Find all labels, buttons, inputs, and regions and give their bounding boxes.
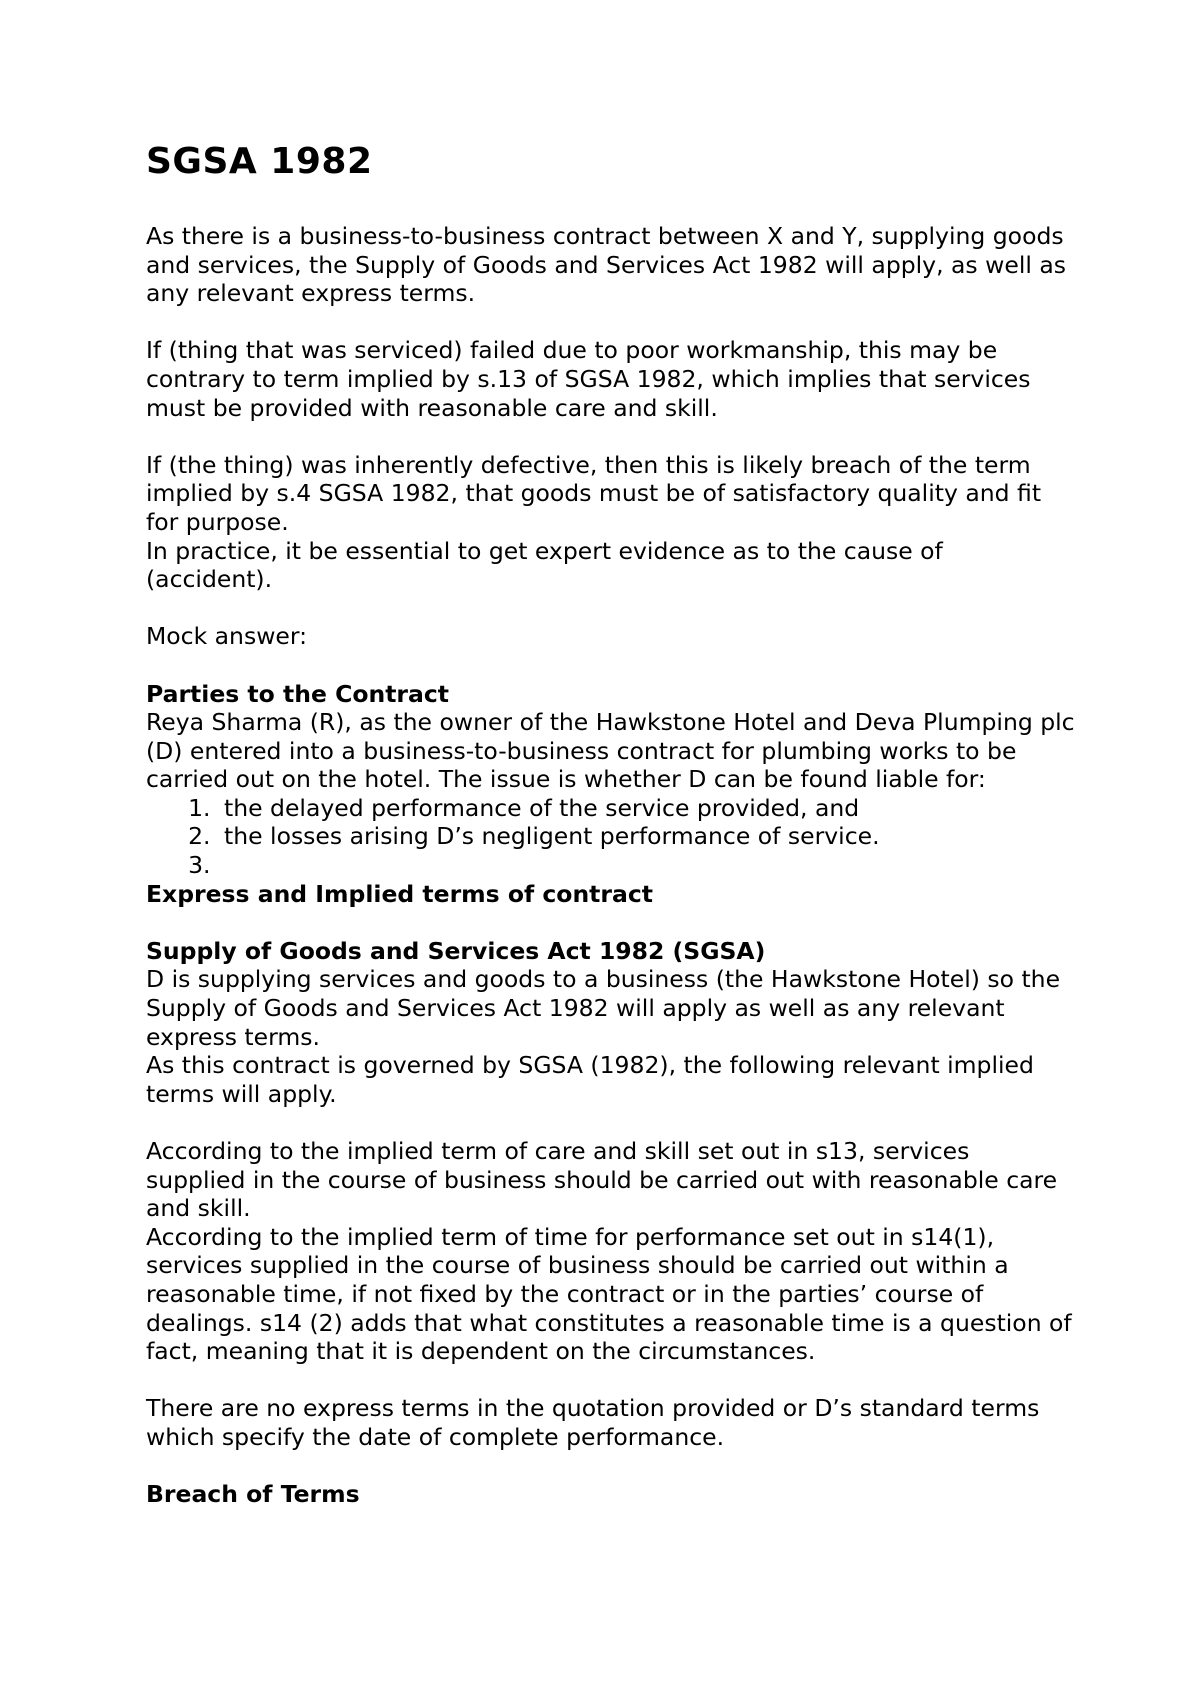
sgsa-paragraph-5: There are no express terms in the quotation provided or D’s standard terms which specify the date of complete performance. [146,1394,1040,1451]
mock-answer-label: Mock answer: [146,622,308,651]
spacer [146,1108,1076,1137]
spacer [146,1452,1076,1481]
spacer [146,908,1076,937]
spacer [146,308,1076,337]
section-heading-parties: Parties to the Contract [146,679,450,708]
intro-paragraph-1: As there is a business-to-business contract between X and Y, supplying goods and services, the Supply of Goods and Services Act 1982 will apply, as well as any relevant express terms. [146,222,1066,308]
section-heading-sgsa: Supply of Goods and Services Act 1982 (SGSA) [146,936,766,965]
sgsa-paragraph-4: According to the implied term of time for performance set out in s14(1), services supplied in the course of business should be carried out within a reasonable time, if not fixed by the contract or in the parties’ course of dealings. s14 (2) adds that what constitutes a reasonable time is a question of fact, meaning that it is dependent on the circumstances. [146,1222,1072,1366]
intro-paragraph-2: If (thing that was serviced) failed due to poor workmanship, this may be contrary to term implied by s.13 of SGSA 1982, which implies that services must be provided with reasonable care and skill. [146,336,1031,422]
sgsa-paragraph-2: As this contract is governed by SGSA (1982), the following relevant implied terms will apply. [146,1051,1034,1108]
list-item: 1. the delayed performance of the service provided, and [218,794,1076,823]
document-page [146,140,1076,1509]
spacer [146,651,1076,680]
section-heading-breach: Breach of Terms [146,1480,360,1509]
section-heading-express-implied: Express and Implied terms of contract [146,879,654,908]
spacer [146,594,1076,623]
issues-list [146,794,1076,880]
spacer [146,422,1076,451]
spacer [146,1366,1076,1395]
page-title: SGSA 1982 [146,141,373,182]
list-item [218,851,1076,880]
sgsa-paragraph-1: D is supplying services and goods to a business (the Hawkstone Hotel) so the Supply of Goods and Services Act 1982 will apply as well as any relevant express terms. [146,965,1061,1051]
list-item: 2. the losses arising D’s negligent performance of service. [218,822,1076,851]
intro-paragraph-3: If (the thing) was inherently defective, then this is likely breach of the term implied by s.4 SGSA 1982, that goods must be of satisfactory quality and fit for purpose. [146,450,1042,536]
parties-paragraph: Reya Sharma (R), as the owner of the Hawkstone Hotel and Deva Plumping plc (D) entered into a business-to-business contract for plumbing works to be carried out on the hotel. The issue is whether D can be found liable for: [146,708,1075,794]
intro-paragraph-4: In practice, it be essential to get expert evidence as to the cause of (accident). [146,536,943,594]
sgsa-paragraph-3: According to the implied term of care and skill set out in s13, services supplied in the course of business should be carried out with reasonable care and skill. [146,1137,1058,1223]
